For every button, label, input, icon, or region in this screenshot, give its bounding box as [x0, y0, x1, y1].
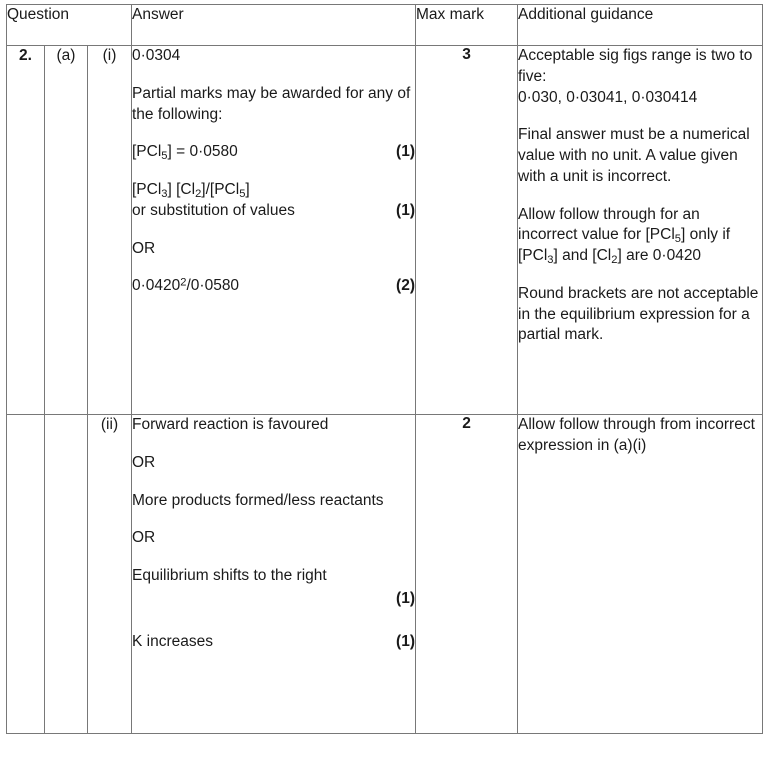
mark-allocation: (2) [396, 277, 415, 295]
max-mark-cell: 3 [416, 46, 518, 415]
additional-guidance-cell [518, 46, 763, 415]
answer-paragraph: More products formed/less reactants [132, 491, 384, 509]
answer-cell [132, 415, 416, 734]
additional-guidance-cell [518, 415, 763, 734]
guidance-paragraph: Allow follow through from incorrect expression in (a)(i) [518, 416, 755, 454]
answer-text: [PCl$_5$] = 0·0580 [132, 143, 238, 163]
marking-instructions-table [6, 4, 763, 734]
guidance-paragraph: Allow follow through for an incorrect value for [PCl$_5$] only if [PCl$_3$] and $[Cl_2]$ are 0·0420 [518, 205, 731, 267]
answer-text: K increases [132, 632, 213, 650]
question-part-cell: (a) [45, 46, 88, 415]
equilibrium-expression: [PCl$_3$] $[Cl_2]/[PCl_5]$ [132, 181, 250, 201]
table-body [7, 46, 763, 734]
guidance-paragraph: Acceptable sig figs range is two to five: 0·030, 0·03041, 0·030414 [518, 47, 753, 106]
column-header-answer: Answer [132, 5, 416, 46]
answer-paragraph: Forward reaction is favoured [132, 416, 329, 433]
answer-cell [132, 46, 416, 415]
answer-text: Equilibrium shifts to the right [132, 567, 327, 585]
column-header-additional-guidance: Additional guidance [518, 5, 763, 46]
question-sub-part-cell: (ii) [88, 415, 132, 734]
question-number-cell: 2. [7, 46, 45, 415]
column-header-question: Question [7, 5, 132, 46]
answer-paragraph: Partial marks may be awarded for any of the following: [132, 84, 411, 123]
table-header [7, 5, 763, 46]
mark-allocation: (1) [396, 201, 415, 219]
table-row [7, 415, 763, 734]
table-row [7, 46, 763, 415]
guidance-paragraph: Round brackets are not acceptable in the equilibrium expression for a partial mark. [518, 284, 759, 344]
question-sub-part-cell: (i) [88, 46, 132, 415]
answer-block-with-mark [132, 566, 415, 610]
mark-allocation: (1) [396, 589, 415, 607]
answer-paragraph: OR [132, 529, 156, 547]
mark-allocation: (1) [396, 143, 415, 161]
question-part-cell [45, 415, 88, 734]
answer-paragraph: OR [132, 453, 156, 471]
question-number-cell [7, 415, 45, 734]
answer-paragraph: OR [132, 239, 156, 257]
answer-text: or substitution of values [132, 201, 295, 219]
max-mark-cell: 2 [416, 415, 518, 734]
answer-line-with-mark [132, 632, 415, 653]
column-header-max-mark: Max mark [416, 5, 518, 46]
answer-text: $0\cdot 0420^2/0\cdot 0580$ [132, 276, 240, 295]
guidance-paragraph: Final answer must be a numerical value with no unit. A value given with a unit is incorrect. [518, 126, 750, 185]
answer-line-with-mark [132, 142, 415, 163]
answer-paragraph: 0·0304 [132, 47, 181, 64]
mark-allocation: (1) [396, 632, 415, 650]
header-row [7, 5, 763, 46]
answer-line-with-mark [132, 276, 415, 297]
answer-block-with-mark [132, 180, 415, 222]
